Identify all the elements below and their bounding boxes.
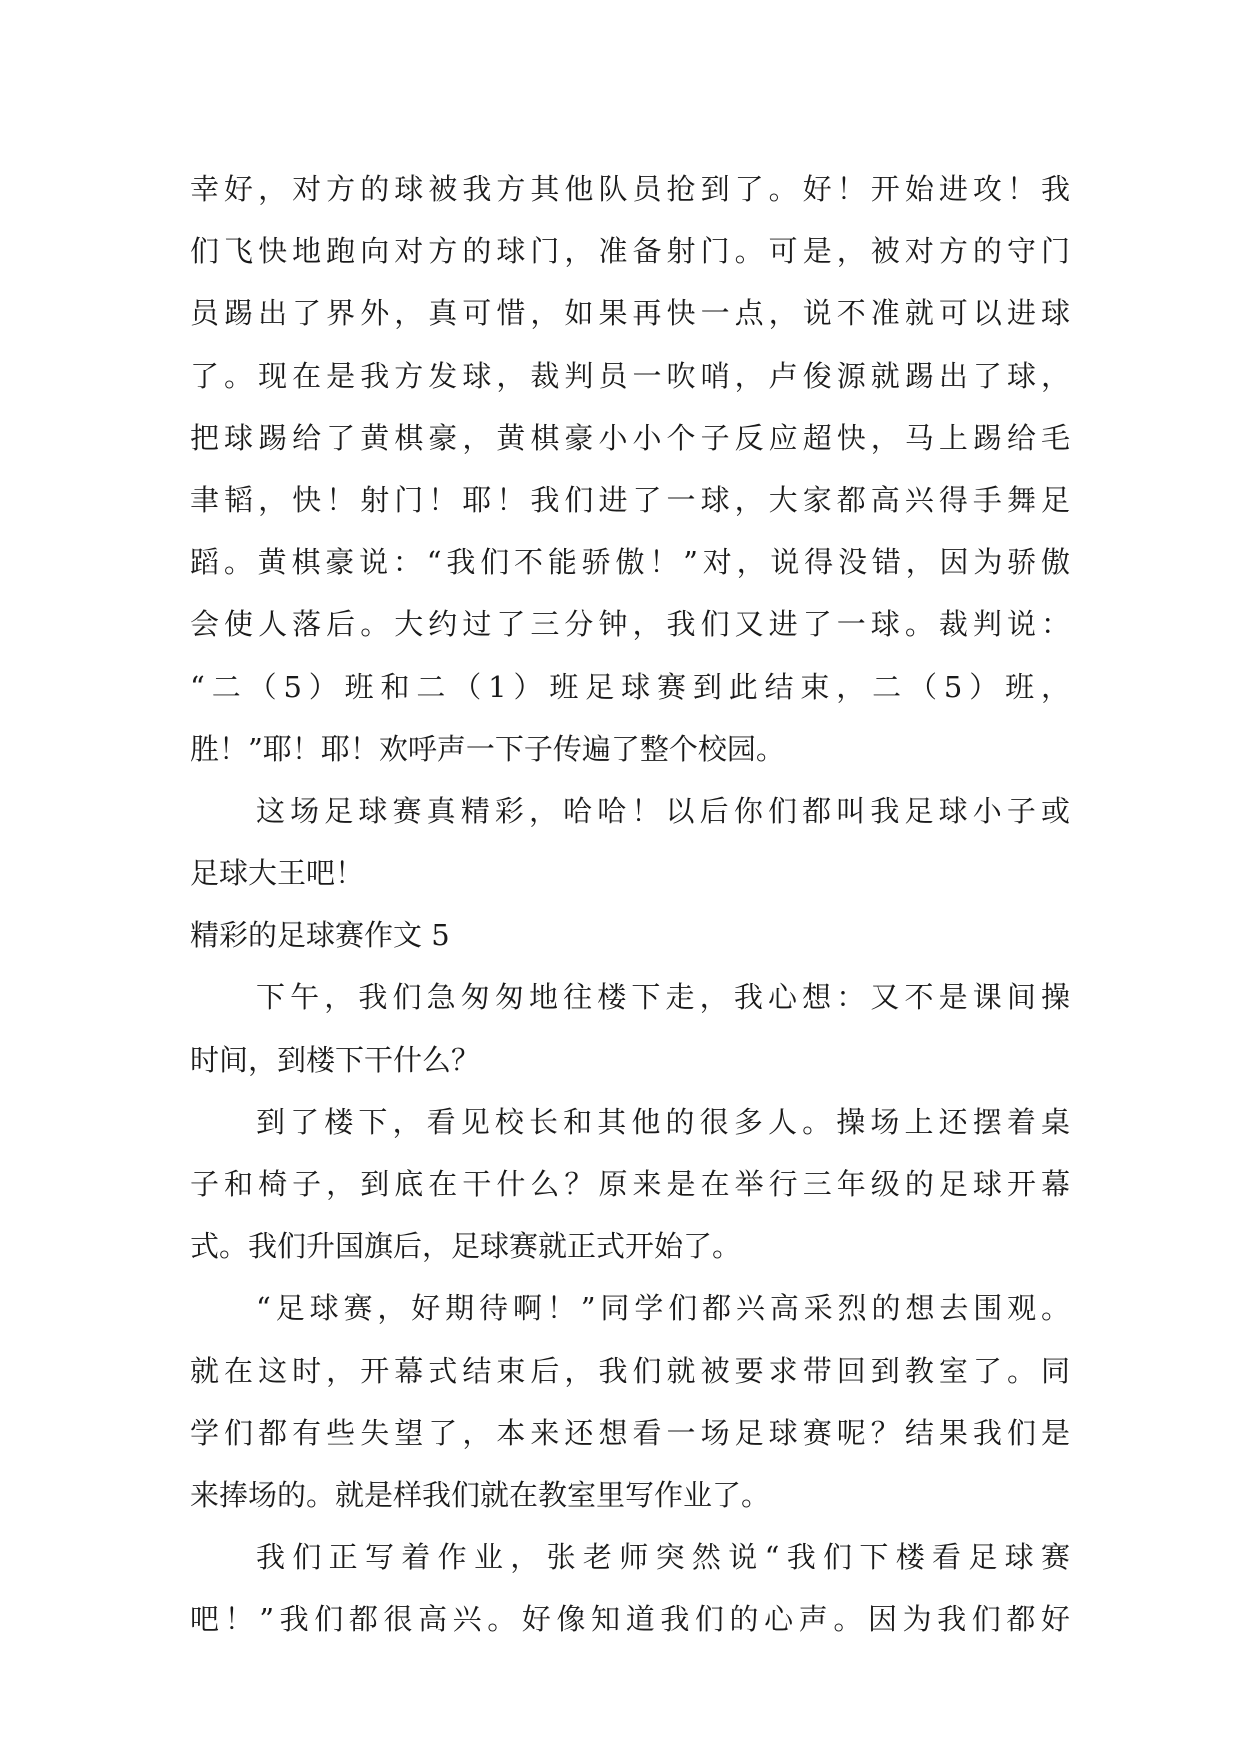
- text-line: 来捧场的。就是样我们就在教室里写作业了。: [190, 1477, 771, 1512]
- text-line: 会使人落后。大约过了三分钟，我们又进了一球。裁判说：: [190, 607, 1070, 642]
- text-line: “二（5）班和二（1）班足球赛到此结束，二（5）班，: [190, 669, 1070, 704]
- text-line: “足球赛，好期待啊！”同学们都兴高采烈的想去围观。: [256, 1291, 1070, 1326]
- text-line: 就在这时，开幕式结束后，我们就被要求带回到教室了。同: [190, 1353, 1070, 1388]
- text-line: 我们正写着作业，张老师突然说“我们下楼看足球赛: [256, 1540, 1070, 1575]
- text-line: 时间，到楼下干什么？: [190, 1042, 481, 1077]
- text-line: 员踢出了界外，真可惜，如果再快一点，说不准就可以进球: [190, 296, 1070, 331]
- text-line: 到了楼下，看见校长和其他的很多人。操场上还摆着桌: [256, 1104, 1070, 1139]
- text-line: 式。我们升国旗后，足球赛就正式开始了。: [190, 1229, 742, 1264]
- text-line: 吧！”我们都很高兴。好像知道我们的心声。因为我们都好: [190, 1602, 1070, 1637]
- text-line: 蹈。黄棋豪说：“我们不能骄傲！”对，说得没错，因为骄傲: [190, 545, 1070, 580]
- section-heading: 精彩的足球赛作文 5: [190, 918, 450, 953]
- text-line: 胜！”耶！耶！欢呼声一下子传遍了整个校园。: [190, 731, 785, 766]
- text-line: 足球大王吧！: [190, 856, 365, 891]
- text-line: 学们都有些失望了，本来还想看一场足球赛呢？结果我们是: [190, 1415, 1070, 1450]
- text-line: 这场足球赛真精彩，哈哈！以后你们都叫我足球小子或: [256, 793, 1070, 828]
- text-line: 了。现在是我方发球，裁判员一吹哨，卢俊源就踢出了球，: [190, 358, 1070, 393]
- text-line: 下午，我们急匆匆地往楼下走，我心想：又不是课间操: [256, 980, 1070, 1015]
- text-line: 幸好，对方的球被我方其他队员抢到了。好！开始进攻！我: [190, 172, 1070, 206]
- text-line: 把球踢给了黄棋豪，黄棋豪小小个子反应超快，马上踢给毛: [190, 420, 1070, 455]
- essay-body: [190, 158, 1070, 1651]
- text-line: 聿韬，快！射门！耶！我们进了一球，大家都高兴得手舞足: [190, 482, 1070, 517]
- text-line: 子和椅子，到底在干什么？原来是在举行三年级的足球开幕: [190, 1167, 1070, 1201]
- text-line: 们飞快地跑向对方的球门，准备射门。可是，被对方的守门: [190, 234, 1070, 269]
